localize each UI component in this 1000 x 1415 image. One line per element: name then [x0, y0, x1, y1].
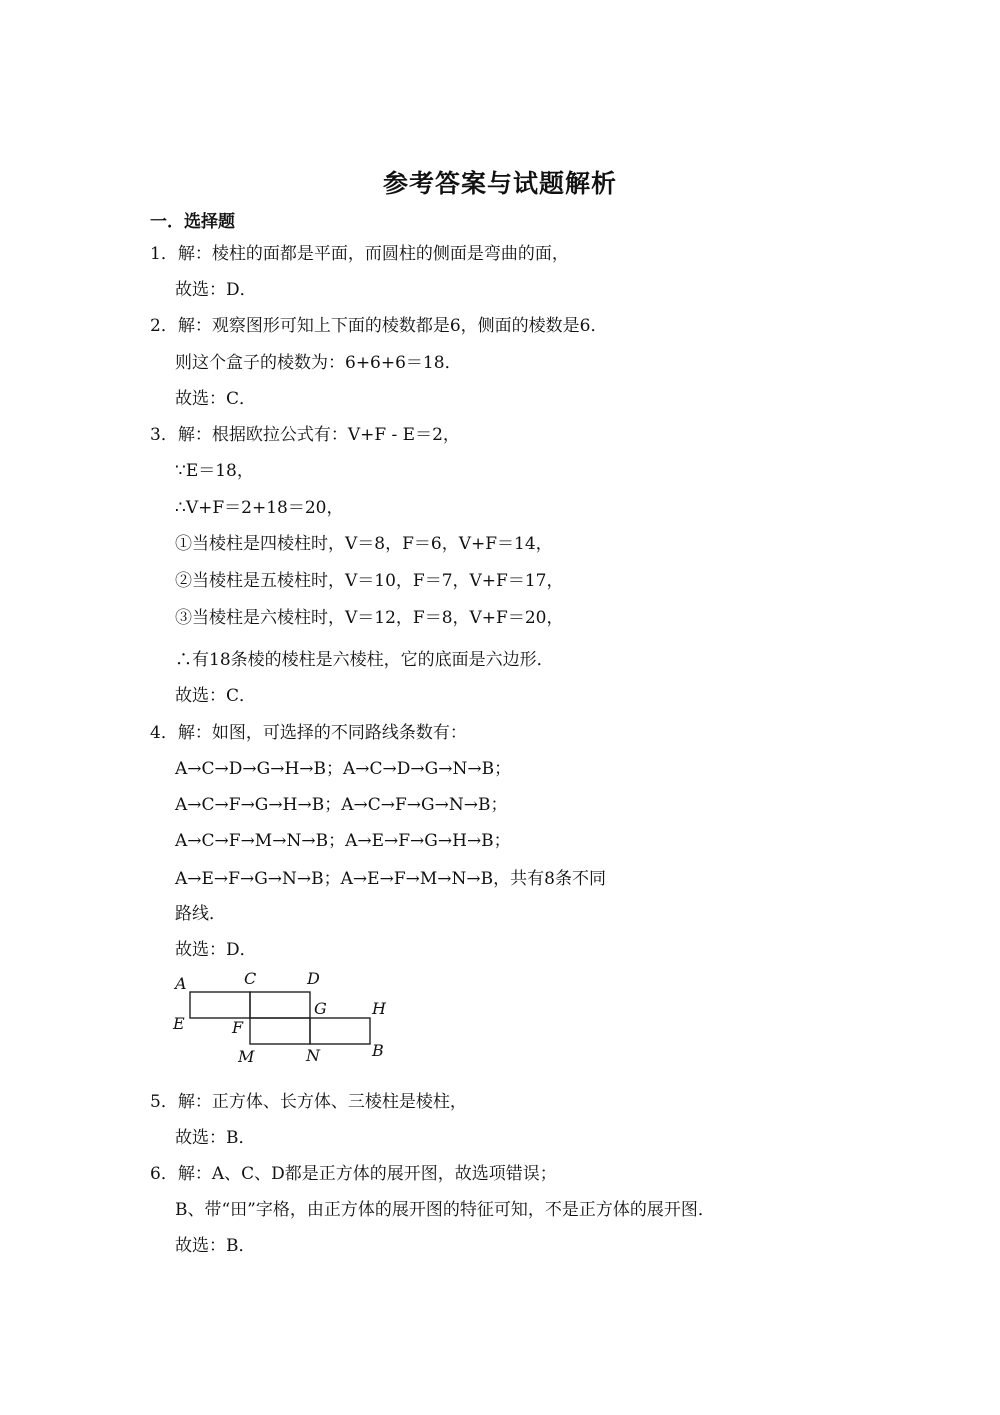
page-title: 参考答案与试题解析 [382, 169, 617, 198]
figure-label-h: H [372, 999, 386, 1018]
answer-5-text: 5．解：正方体、长方体、三棱柱是棱柱， [150, 1092, 467, 1112]
answer-6-choice: 故选：B． [175, 1236, 256, 1256]
answer-6-text: 6．解：A、C、D都是正方体的展开图，故选项错误； [150, 1164, 557, 1184]
route-figure [170, 967, 400, 1067]
answer-4-line: 路线． [175, 904, 226, 924]
answer-3-choice: 故选：C． [175, 686, 257, 706]
figure-cell [310, 1018, 370, 1044]
figure-label-d: D [307, 969, 320, 988]
figure-label-m: M [238, 1047, 255, 1066]
figure-label-n: N [306, 1046, 320, 1065]
answer-3-text: 3．解：根据欧拉公式有：V+F - E＝2， [150, 425, 460, 445]
answer-4-text: 4．解：如图，可选择的不同路线条数有： [150, 723, 467, 743]
figure-label-c: C [244, 969, 257, 988]
figure-label-a: A [175, 974, 187, 993]
figure-grid [190, 992, 370, 1044]
answer-4-route: A→C→D→G→H→B；A→C→D→G→N→B； [175, 759, 512, 779]
section-heading: 一．选择题 [150, 212, 235, 232]
figure-label-g: G [314, 999, 327, 1018]
answer-2-line: 则这个盒子的棱数为：6+6+6＝18． [175, 353, 462, 373]
answer-2-choice: 故选：C． [175, 389, 257, 409]
answer-4-route: A→C→F→M→N→B；A→E→F→G→H→B； [175, 831, 511, 851]
answer-5-choice: 故选：B． [175, 1128, 256, 1148]
figure-label-f: F [232, 1018, 244, 1037]
answer-6-line: B、带“田”字格，由正方体的展开图的特征可知，不是正方体的展开图． [175, 1200, 715, 1220]
answer-1-choice: 故选：D． [175, 280, 257, 300]
figure-cell [250, 992, 310, 1018]
answer-4-route: A→C→F→G→H→B；A→C→F→G→N→B； [175, 795, 508, 815]
figure-label-e: E [173, 1014, 185, 1033]
answer-3-line: ①当棱柱是四棱柱时，V＝8，F＝6，V+F＝14， [175, 534, 553, 554]
answer-3-line: ∴V+F＝2+18＝20， [175, 498, 344, 518]
answer-3-line: ∴有18条棱的棱柱是六棱柱，它的底面是六边形． [175, 650, 554, 670]
figure-label-b: B [372, 1041, 384, 1060]
answer-3-line: ∵E＝18， [175, 461, 254, 481]
answer-3-line: ②当棱柱是五棱柱时，V＝10，F＝7，V+F＝17， [175, 571, 564, 591]
figure-cell [250, 1018, 310, 1044]
figure-cell [190, 992, 250, 1018]
answer-1-text: 1．解：棱柱的面都是平面，而圆柱的侧面是弯曲的面， [150, 244, 569, 264]
answer-3-line: ③当棱柱是六棱柱时，V＝12，F＝8，V+F＝20， [175, 608, 564, 628]
answer-4-choice: 故选：D． [175, 940, 257, 960]
answer-4-route: A→E→F→G→N→B；A→E→F→M→N→B，共有8条不同 [175, 869, 606, 889]
answer-2-text: 2．解：观察图形可知上下面的棱数都是6，侧面的棱数是6． [150, 316, 608, 336]
